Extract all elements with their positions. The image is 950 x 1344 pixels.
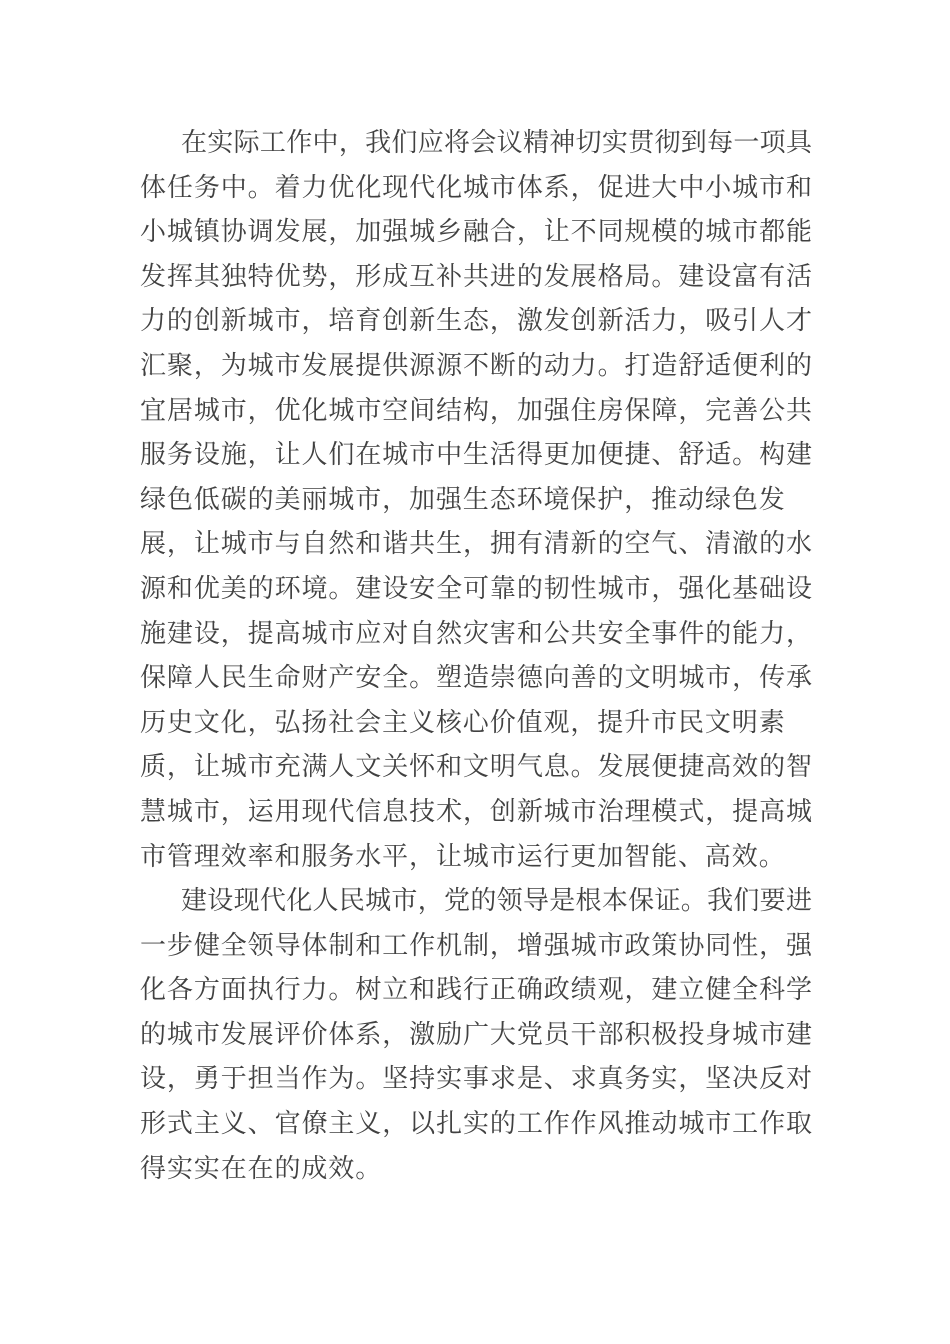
- text-line: 绿色低碳的美丽城市，加强生态环境保护，推动绿色发: [140, 484, 786, 514]
- text-line: 服务设施，让人们在城市中生活得更加便捷、舒适。构建: [140, 440, 812, 470]
- text-line: 小城镇协调发展，加强城乡融合，让不同规模的城市都能: [140, 217, 812, 247]
- text-line: 慧城市，运用现代信息技术，创新城市治理模式，提高城: [140, 796, 812, 826]
- text-line: 源和优美的环境。建设安全可靠的韧性城市，强化基础设: [140, 573, 812, 603]
- text-line: 汇聚，为城市发展提供源源不断的动力。打造舒适便利的: [140, 350, 812, 380]
- text-line: 体任务中。着力优化现代化城市体系，促进大中小城市和: [140, 172, 812, 202]
- text-line: 展，让城市与自然和谐共生，拥有清新的空气、清澈的水: [140, 529, 812, 559]
- text-line: 质，让城市充满人文关怀和文明气息。发展便捷高效的智: [140, 752, 812, 782]
- text-line: 在实际工作中，我们应将会议精神切实贯彻到每一项具: [181, 128, 812, 157]
- text-line: 施建设，提高城市应对自然灾害和公共安全事件的能力，: [140, 618, 812, 648]
- text-line: 保障人民生命财产安全。塑造崇德向善的文明城市，传承: [140, 663, 812, 693]
- text-line: 宜居城市，优化城市空间结构，加强住房保障，完善公共: [140, 395, 812, 425]
- text-line: 设，勇于担当作为。坚持实事求是、求真务实，坚决反对: [140, 1064, 812, 1094]
- text-line: 一步健全领导体制和工作机制，增强城市政策协同性，强: [140, 930, 812, 960]
- text-line: 力的创新城市，培育创新生态，激发创新活力，吸引人才: [140, 306, 812, 336]
- text-line: 建设现代化人民城市，党的领导是根本保证。我们要进: [181, 886, 812, 916]
- text-line: 的城市发展评价体系，激励广大党员干部积极投身城市建: [140, 1019, 812, 1049]
- text-line: 发挥其独特优势，形成互补共进的发展格局。建设富有活: [140, 261, 812, 291]
- text-line: 得实实在在的成效。: [140, 1153, 383, 1183]
- text-line: 市管理效率和服务水平，让城市运行更加智能、高效。: [140, 841, 786, 871]
- text-line: 历史文化，弘扬社会主义核心价值观，提升市民文明素: [140, 707, 786, 737]
- document-body: [140, 121, 812, 1191]
- text-line: 形式主义、官僚主义，以扎实的工作作风推动城市工作取: [140, 1109, 812, 1139]
- text-line: 化各方面执行力。树立和践行正确政绩观，建立健全科学: [140, 975, 812, 1005]
